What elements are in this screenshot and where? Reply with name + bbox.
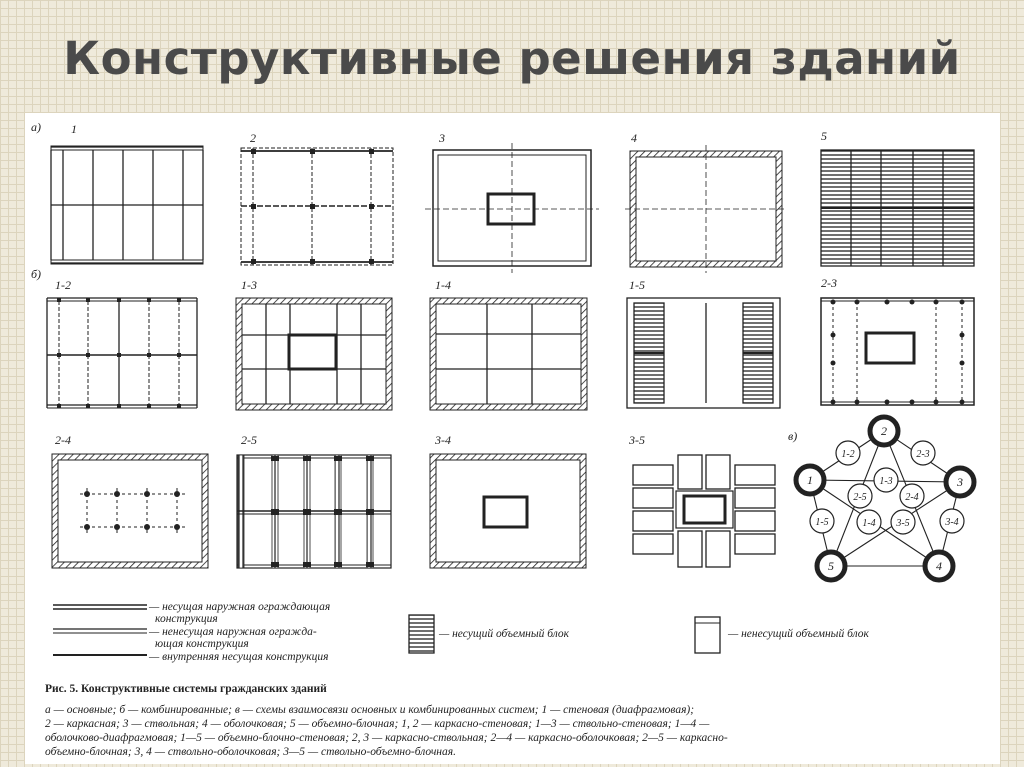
legend-nonbearing-outer-line2: ющая конструкция [155,638,249,650]
section-label-v: в) [788,429,798,443]
panel-label-3: 3 [439,131,445,145]
panel-label-5: 5 [821,129,827,143]
panel-2-frame-system [241,148,393,265]
graph-node-label-1-4: 1-4 [862,518,876,529]
system-relations-graph [796,417,974,580]
graph-node-label-3: 3 [957,475,963,489]
legend-swatch-nonbearing-outer [53,629,147,633]
graph-node-label-5: 5 [828,559,834,573]
caption-line: 2 — каркасная; 3 — ствольная; 4 — оболочковая; 5 — объемно-блочная; 1, 2 — каркасно-стеновая; 1—3 — ствольно-стеновая; 1—4 — [45,718,710,730]
graph-node-label-1-2: 1-2 [841,449,855,460]
panel-label-1-4: 1-4 [435,278,451,292]
legend-nonbearing-outer-line1: — ненесущая наружная огражда- [149,626,317,638]
panel-label-2-4: 2-4 [55,433,71,447]
legend-swatch-bearing-block [409,615,434,653]
legend-nonbearing-block: — ненесущий объемный блок [728,628,869,640]
graph-node-label-4: 4 [936,559,942,573]
panel-1-4-shell-diaphragm [430,298,587,410]
panel-label-1-5: 1-5 [629,278,645,292]
graph-node-label-2-5: 2-5 [853,492,867,503]
graph-node-label-1-5: 1-5 [815,517,829,528]
legend-bearing-outer-line1: — несущая наружная ограждающая [149,601,331,613]
diagram-canvas [25,113,1000,764]
legend-swatch-nonbearing-block [695,617,720,653]
graph-node-label-1-3: 1-3 [879,476,893,487]
panel-label-1-2: 1-2 [55,278,71,292]
legend-bearing-block: — несущий объемный блок [439,628,570,640]
panel-label-3-5: 3-5 [629,433,645,447]
panel-3-core-system [425,143,599,273]
panel-label-1: 1 [71,122,77,136]
graph-node-label-3-4: 3-4 [945,517,959,528]
graph-node-label-2-3: 2-3 [916,449,930,460]
panel-1-2-wall-frame [47,298,197,408]
panel-label-2-5: 2-5 [241,433,257,447]
panel-1-3-core-wall [236,298,392,410]
slide-title: Конструктивные решения зданий [63,32,961,85]
panel-1-wall-system [51,146,203,264]
graph-node-label-2-4: 2-4 [905,492,919,503]
caption-line: объемно-блочная; 3, 4 — ствольно-оболочковая; 3—5 — ствольно-объемно-блочная. [45,746,456,758]
panel-label-3-4: 3-4 [435,433,451,447]
panel-5-block-system [821,150,974,266]
panel-label-2-3: 2-3 [821,276,837,290]
figure-caption-body [45,703,990,759]
panel-4-shell-system [625,145,787,273]
caption-line: а — основные; б — комбинированные; в — схемы взаимосвязи основных и комбинированных систем; 1 — стеновая (диафрагмовая); [45,704,695,716]
legend [53,601,869,663]
graph-node-label-2: 2 [881,424,887,438]
figure-caption-title: Рис. 5. Конструктивные системы гражданских зданий [45,683,327,695]
panel-2-5-frame-block [237,455,391,568]
section-label-a: а) [31,120,41,134]
panel-1-5-block-wall [627,298,780,408]
panel-2-4-frame-shell [52,454,208,568]
figure-sheet [25,113,1000,764]
panel-label-4: 4 [631,131,637,145]
panel-3-4-core-shell [430,454,586,568]
graph-edges [810,431,960,566]
legend-inner-bearing: — внутренняя несущая конструкция [149,651,329,663]
caption-line: оболочково-диафрагмовая; 1—5 — объемно-блочно-стеновая; 2, 3 — каркасно-ствольная; 2—4 — каркасно-оболочковая; 2—5 — каркасно- [45,732,728,744]
legend-bearing-outer-line2: конструкция [155,613,218,625]
section-label-b: б) [31,267,42,281]
panel-label-2: 2 [250,131,256,145]
panel-3-5-core-block [633,455,775,567]
graph-node-label-1: 1 [807,473,813,487]
legend-swatch-bearing-outer [53,605,147,609]
panel-2-3-frame-core [821,298,974,405]
panel-label-1-3: 1-3 [241,278,257,292]
graph-node-label-3-5: 3-5 [896,518,910,529]
